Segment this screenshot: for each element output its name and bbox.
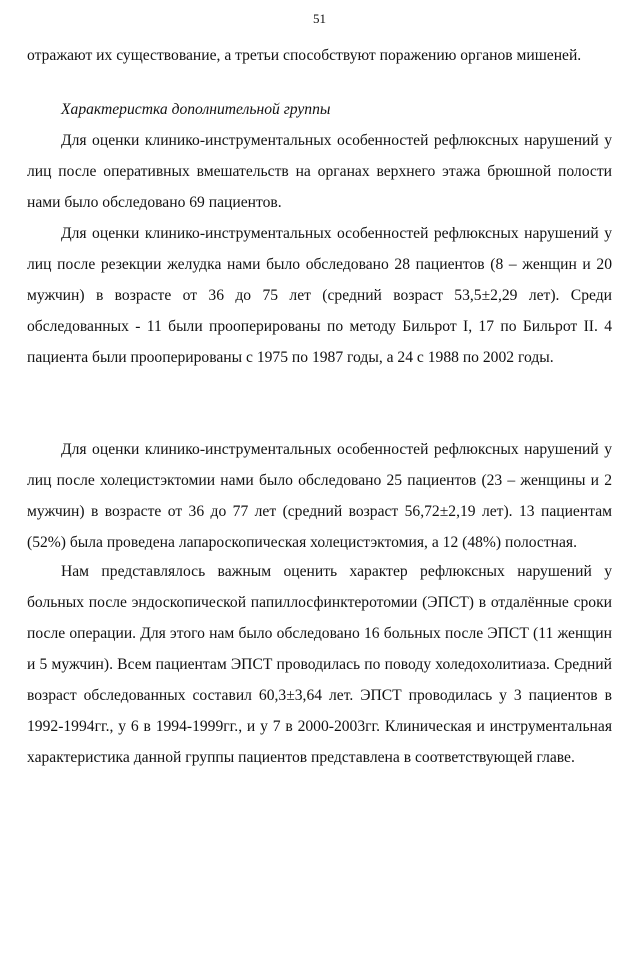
paragraph-cholecystectomy: Для оценки клинико-инструментальных особенностей рефлюксных нарушений у лиц после холецистэктомии нами было обследовано 25 пациентов (23 – женщины и 2 мужчин) в возрасте от 36 до 77 лет (средний возраст 56,72±2,19 лет). 13 пациентам (52%) была проведена лапароскопическая холецистэктомия, а 12 (48%) полостная. xyxy=(27,441,612,551)
paragraph-epst: Нам представлялось важным оценить характер рефлюксных нарушений у больных после эндоскопической папиллосфинктеротомии (ЭПСТ) в отдалённые сроки после операции. Для этого нам было обследовано 16 больных после ЭПСТ (11 женщин и 5 мужчин). Всем пациентам ЭПСТ проводилась по поводу холедохолитиаза. Средний возраст обследованных составил 60,3±3,64 лет. ЭПСТ проводилась у 3 пациентов в 1992-1994гг., у 6 в 1994-1999гг., и у 7 в 2000-2003гг. Клиническая и инструментальная характеристика данной группы пациентов представлена в соответствующей главе. xyxy=(27,563,612,766)
page-number: 51 xyxy=(313,11,326,26)
paragraph-intro: отражают их существование, а третьи способствуют поражению органов мишеней. xyxy=(27,47,582,64)
section-heading: Характеристка дополнительной группы xyxy=(61,101,331,118)
paragraph-overall-group: Для оценки клинико-инструментальных особенностей рефлюксных нарушений у лиц после оперативных вмешательств на органах верхнего этажа брюшной полости нами было обследовано 69 пациентов. xyxy=(27,132,612,211)
paragraph-gastric-resection: Для оценки клинико-инструментальных особенностей рефлюксных нарушений у лиц после резекции желудка нами было обследовано 28 пациентов (8 – женщин и 20 мужчин) в возрасте от 36 до 75 лет (средний возраст 53,5±2,29 лет). Среди обследованных - 11 были прооперированы по методу Бильрот I, 17 по Бильрот II. 4 пациента были прооперированы с 1975 по 1987 годы, а 24 с 1988 по 2002 годы. xyxy=(27,225,612,366)
